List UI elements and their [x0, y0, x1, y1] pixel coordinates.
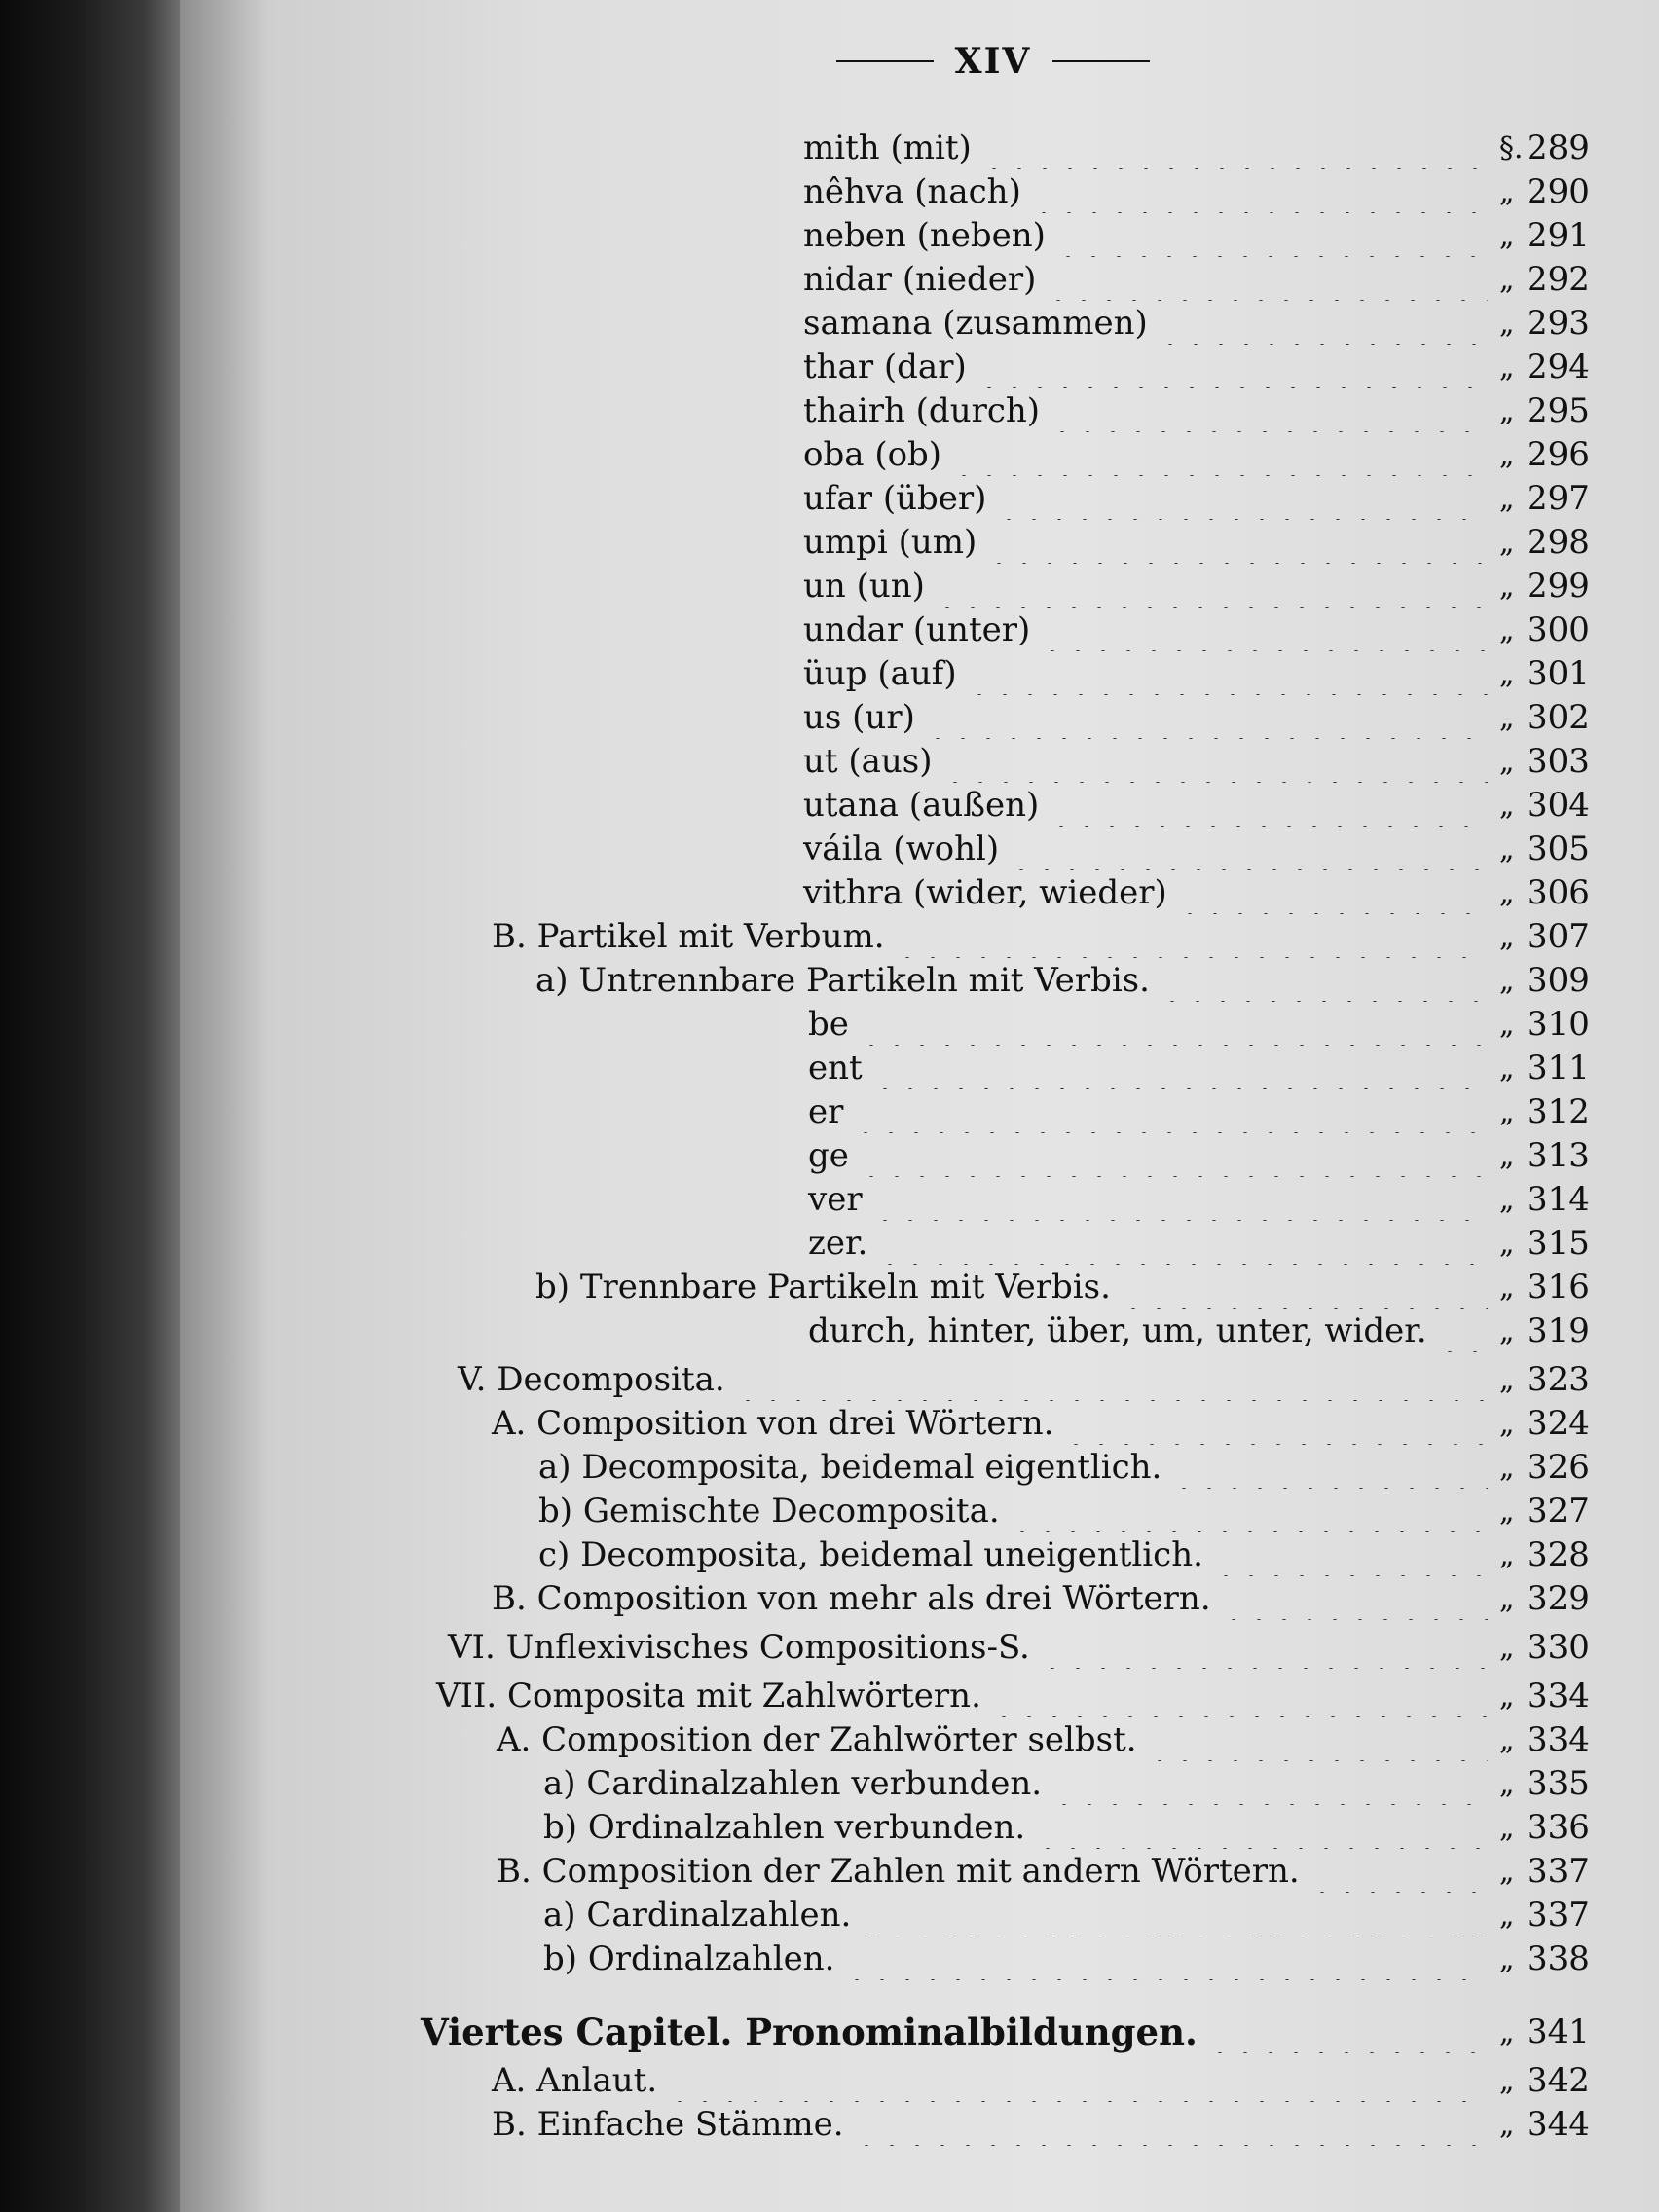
section-mark: „ [1499, 1678, 1515, 1714]
toc-entry-title: nidar (nieder) [803, 260, 1037, 299]
toc-entry [803, 389, 1590, 432]
toc-entry-title: durch, hinter, über, um, unter, wider. [808, 1311, 1427, 1350]
toc-entry-title: A. Anlaut. [492, 2061, 658, 2100]
section-mark: „ [1499, 875, 1515, 910]
dot-leader [1213, 1533, 1488, 1576]
toc-entry [808, 1309, 1590, 1352]
toc-entry-title: nêhva (nach) [803, 172, 1021, 211]
section-number: 306 [1527, 873, 1590, 912]
dot-leader [877, 1222, 1488, 1265]
dot-leader [1437, 1309, 1488, 1352]
toc-entry [803, 170, 1590, 213]
dot-leader [1055, 214, 1488, 257]
toc-entry [492, 2103, 1590, 2146]
toc-entry [492, 915, 1590, 958]
section-number: 330 [1527, 1628, 1590, 1667]
section-mark: „ [1499, 481, 1515, 516]
section-number: 302 [1527, 698, 1590, 737]
section-mark: „ [1499, 437, 1515, 472]
toc-entry [803, 258, 1590, 301]
toc-entry [803, 214, 1590, 257]
section-mark: „ [1499, 963, 1515, 998]
toc-entry-title: neben (neben) [803, 216, 1046, 255]
dot-leader [991, 1675, 1488, 1717]
section-mark: „ [1499, 262, 1515, 297]
dot-leader [1031, 170, 1488, 213]
toc-entry-title: vithra (wider, wieder) [803, 873, 1167, 912]
dot-leader [1160, 959, 1488, 1002]
toc-entry [803, 521, 1590, 564]
toc-entry [543, 1762, 1590, 1805]
toc-entry-title: B. Composition von mehr als drei Wörtern. [492, 1579, 1211, 1618]
toc-entry-title: mith (mit) [803, 129, 972, 167]
section-number: 328 [1527, 1535, 1590, 1574]
section-number: 291 [1527, 216, 1590, 255]
section-mark: „ [1499, 1898, 1515, 1933]
dot-leader [859, 1134, 1488, 1177]
section-number: 301 [1527, 654, 1590, 693]
section-number: 335 [1527, 1764, 1590, 1803]
toc-entry [458, 1358, 1590, 1401]
section-mark: „ [1499, 393, 1515, 428]
dot-leader [1158, 302, 1488, 345]
dot-leader [1050, 389, 1488, 432]
section-number: 313 [1527, 1136, 1590, 1175]
toc-chapter-row [421, 2010, 1590, 2053]
dot-leader [1051, 1762, 1488, 1805]
section-number: 338 [1527, 1939, 1590, 1978]
section-number: 297 [1527, 479, 1590, 518]
toc-entry [808, 1134, 1590, 1177]
section-mark: „ [1499, 174, 1515, 209]
toc-entry [803, 871, 1590, 914]
toc-entry-title: utana (außen) [803, 786, 1040, 825]
section-number: 300 [1527, 610, 1590, 649]
section-mark: „ [1499, 1854, 1515, 1889]
toc-entry-title: c) Decomposita, beidemal uneigentlich. [538, 1535, 1203, 1574]
section-mark: „ [1499, 306, 1515, 341]
toc-entry-title: b) Ordinalzahlen. [543, 1939, 835, 1978]
dot-leader [1049, 784, 1488, 827]
section-number: 294 [1527, 348, 1590, 387]
toc-entry-title: b) Gemischte Decomposita. [538, 1492, 1000, 1530]
toc-entry [803, 608, 1590, 651]
section-mark: „ [1499, 1493, 1515, 1529]
section-number: 337 [1527, 1896, 1590, 1935]
dot-leader [981, 127, 1488, 169]
section-mark: „ [1499, 1226, 1515, 1261]
toc-entry [803, 346, 1590, 388]
dot-leader [859, 1003, 1488, 1046]
section-number: 323 [1527, 1360, 1590, 1399]
section-number: 334 [1527, 1677, 1590, 1715]
section-number: 292 [1527, 260, 1590, 299]
toc-entry [543, 1894, 1590, 1936]
section-mark: „ [1499, 1722, 1515, 1757]
section-mark: „ [1499, 1766, 1515, 1801]
section-number: 304 [1527, 786, 1590, 825]
toc-entry [448, 1626, 1590, 1669]
section-number: 341 [1527, 2012, 1590, 2051]
section-mark: „ [1499, 2107, 1515, 2142]
dot-leader [967, 652, 1488, 695]
toc-entry-title: thar (dar) [803, 348, 967, 387]
dot-leader [1309, 1850, 1488, 1893]
section-number: 326 [1527, 1448, 1590, 1487]
toc-entry-title: us (ur) [803, 698, 915, 737]
toc-entry-title: V. Decomposita. [458, 1360, 725, 1399]
toc-entry-title: váila (wohl) [803, 830, 1000, 868]
section-mark: „ [1499, 831, 1515, 866]
dot-leader [986, 521, 1488, 564]
section-mark: „ [1499, 218, 1515, 253]
toc-entry [808, 1090, 1590, 1133]
toc-entry [803, 127, 1590, 169]
dot-leader [996, 477, 1488, 520]
section-number: 336 [1527, 1808, 1590, 1847]
dot-leader [861, 1894, 1488, 1936]
dot-leader [951, 433, 1488, 476]
section-number: 327 [1527, 1492, 1590, 1530]
toc-entry-title: samana (zusammen) [803, 304, 1148, 343]
toc-entry [543, 1937, 1590, 1980]
dot-leader [872, 1047, 1488, 1089]
section-mark: „ [1499, 1362, 1515, 1397]
toc-entry [492, 2059, 1590, 2102]
section-mark: „ [1499, 1313, 1515, 1348]
section-number: 312 [1527, 1092, 1590, 1131]
toc-entry-title: A. Composition von drei Wörtern. [492, 1404, 1054, 1443]
section-number: 319 [1527, 1311, 1590, 1350]
section-number: 305 [1527, 830, 1590, 868]
toc-entry-title: B. Einfache Stämme. [492, 2105, 844, 2144]
dot-leader [1046, 258, 1488, 301]
dot-leader [1009, 828, 1488, 870]
toc-entry [803, 477, 1590, 520]
toc-entry [492, 1577, 1590, 1620]
toc-entry-title: VI. Unflexivisches Compositions-S. [448, 1628, 1030, 1667]
toc-entry-title: ge [808, 1136, 849, 1175]
section-number: 315 [1527, 1224, 1590, 1263]
toc-entry-title: oba (ob) [803, 435, 942, 474]
section-number: 289 [1527, 129, 1590, 167]
section-number: 314 [1527, 1180, 1590, 1219]
toc-entry-title: er [808, 1092, 844, 1131]
toc-entry-title: umpi (um) [803, 523, 977, 562]
section-mark: „ [1499, 1007, 1515, 1042]
section-number: 310 [1527, 1005, 1590, 1044]
toc-entry [497, 1850, 1590, 1893]
toc-entry-title: üup (auf) [803, 654, 957, 693]
toc-entry-title: ver [808, 1180, 863, 1219]
dot-leader [977, 346, 1488, 388]
toc-entry [803, 433, 1590, 476]
section-number: 299 [1527, 567, 1590, 606]
section-number: 329 [1527, 1579, 1590, 1618]
toc-entry-title: b) Ordinalzahlen verbunden. [543, 1808, 1026, 1847]
toc-entry [803, 302, 1590, 345]
section-mark: „ [1499, 788, 1515, 823]
page-number: XIV [954, 41, 1032, 82]
section-mark: „ [1499, 1182, 1515, 1217]
section-mark: §. [1499, 130, 1524, 166]
toc-entry-title: a) Cardinalzahlen verbunden. [543, 1764, 1043, 1803]
section-number: 309 [1527, 961, 1590, 1000]
section-mark: „ [1499, 1051, 1515, 1086]
section-mark: „ [1499, 656, 1515, 691]
section-mark: „ [1499, 700, 1515, 735]
section-mark: „ [1499, 1406, 1515, 1441]
section-mark: „ [1499, 350, 1515, 385]
toc-entry [803, 784, 1590, 827]
section-mark: „ [1499, 612, 1515, 647]
dot-leader [1177, 871, 1488, 914]
section-number: 307 [1527, 917, 1590, 956]
toc-entry [436, 1675, 1590, 1717]
toc-entry [497, 1718, 1590, 1761]
section-number: 296 [1527, 435, 1590, 474]
toc-entry [803, 740, 1590, 783]
section-mark: „ [1499, 1941, 1515, 1976]
toc-entry-title: B. Partikel mit Verbum. [492, 917, 885, 956]
section-mark: „ [1499, 569, 1515, 604]
dot-leader [1063, 1402, 1488, 1445]
dot-leader [735, 1358, 1488, 1401]
section-mark: „ [1499, 1094, 1515, 1129]
section-number: 342 [1527, 2061, 1590, 2100]
dot-leader [1040, 608, 1488, 651]
dot-leader [1010, 1490, 1488, 1532]
section-mark: „ [1499, 2063, 1515, 2098]
toc-entry [492, 1402, 1590, 1445]
toc-entry [808, 1222, 1590, 1265]
dot-leader [667, 2059, 1488, 2102]
toc-entry-title: un (un) [803, 567, 925, 606]
toc-entry [803, 828, 1590, 870]
toc-entry-title: ut (aus) [803, 742, 933, 781]
dot-leader [1207, 2010, 1488, 2053]
toc-entry-title: ent [808, 1049, 863, 1088]
section-number: 290 [1527, 172, 1590, 211]
toc-entry-title: A. Composition der Zahlwörter selbst. [497, 1720, 1137, 1759]
toc-entry-title: Viertes Capitel. Pronominalbildungen. [421, 2010, 1198, 2053]
section-number: 298 [1527, 523, 1590, 562]
dot-leader [1171, 1446, 1488, 1489]
dot-leader [853, 1090, 1488, 1133]
toc-entry-title: ufar (über) [803, 479, 987, 518]
section-mark: „ [1499, 1270, 1515, 1305]
section-number: 334 [1527, 1720, 1590, 1759]
toc-entry [535, 1266, 1590, 1309]
dot-leader [925, 696, 1488, 739]
toc-entry-title: a) Cardinalzahlen. [543, 1896, 852, 1935]
toc-entry [538, 1446, 1590, 1489]
dot-leader [1035, 1806, 1488, 1849]
dot-leader [872, 1178, 1488, 1221]
dot-leader [1221, 1577, 1488, 1620]
toc-entry [538, 1490, 1590, 1532]
dot-leader [1040, 1626, 1488, 1669]
dot-leader [1147, 1718, 1488, 1761]
section-mark: „ [1499, 1581, 1515, 1616]
toc-entry-title: VII. Composita mit Zahlwörtern. [436, 1677, 981, 1715]
section-number: 293 [1527, 304, 1590, 343]
section-mark: „ [1499, 2014, 1515, 2049]
section-number: 344 [1527, 2105, 1590, 2144]
section-mark: „ [1499, 525, 1515, 560]
toc-entry [808, 1047, 1590, 1089]
toc-entry [543, 1806, 1590, 1849]
toc-entry-title: a) Decomposita, beidemal eigentlich. [538, 1448, 1162, 1487]
dot-leader [844, 1937, 1488, 1980]
toc-entry-title: undar (unter) [803, 610, 1031, 649]
dot-leader [1121, 1266, 1488, 1309]
toc-entry-title: be [808, 1005, 849, 1044]
section-number: 295 [1527, 391, 1590, 430]
section-mark: „ [1499, 1450, 1515, 1485]
section-mark: „ [1499, 1810, 1515, 1845]
section-mark: „ [1499, 1537, 1515, 1572]
toc-entry-title: b) Trennbare Partikeln mit Verbis. [535, 1268, 1111, 1307]
dot-leader [895, 915, 1488, 958]
toc-entry [803, 696, 1590, 739]
section-mark: „ [1499, 1630, 1515, 1665]
section-mark: „ [1499, 1138, 1515, 1173]
toc-entry [808, 1003, 1590, 1046]
section-number: 324 [1527, 1404, 1590, 1443]
dot-leader [942, 740, 1488, 783]
toc-entry-title: zer. [808, 1224, 868, 1263]
toc-entry [803, 565, 1590, 608]
dot-leader [854, 2103, 1488, 2146]
toc-entry [535, 959, 1590, 1002]
section-number: 337 [1527, 1852, 1590, 1891]
section-number: 311 [1527, 1049, 1590, 1088]
toc-entry [538, 1533, 1590, 1576]
section-number: 316 [1527, 1268, 1590, 1307]
toc-entry-title: B. Composition der Zahlen mit andern Wörtern. [497, 1852, 1300, 1891]
toc-entry [803, 652, 1590, 695]
toc-entry-title: a) Untrennbare Partikeln mit Verbis. [535, 961, 1150, 1000]
section-mark: „ [1499, 919, 1515, 954]
section-number: 303 [1527, 742, 1590, 781]
toc-entry-title: thairh (durch) [803, 391, 1041, 430]
dot-leader [935, 565, 1488, 608]
toc-entry [808, 1178, 1590, 1221]
section-mark: „ [1499, 744, 1515, 779]
